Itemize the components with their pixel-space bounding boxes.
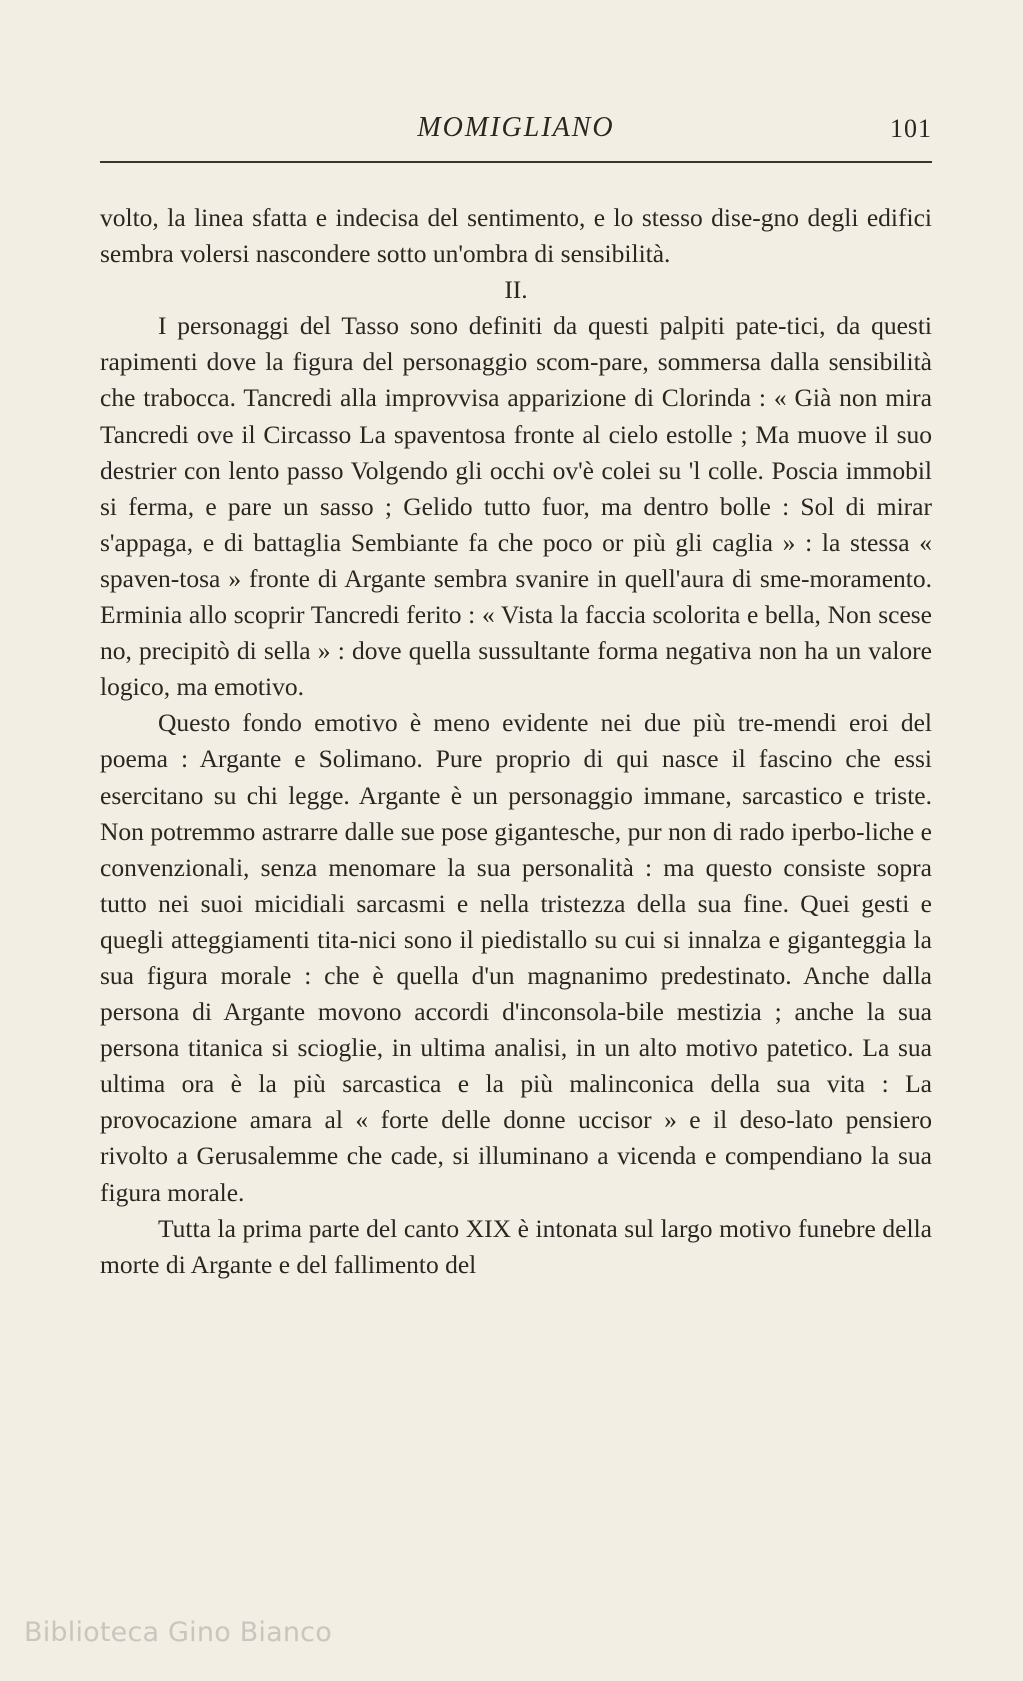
section-number: II. [504, 275, 528, 305]
running-title: MOMIGLIANO [417, 112, 615, 143]
paragraph-4: Tutta la prima parte del canto XIX è intonata sul largo motivo funebre della morte di Argante e del fallimento del [100, 1213, 932, 1279]
header-rule [100, 161, 932, 163]
paragraph-2: I personaggi del Tasso sono definiti da questi palpiti pate-tici, da questi rapimenti dove la figura del personaggio scom-pare, sommersa dalla sensibilità che trabocca. Tancredi alla improvvisa apparizione di Clorinda : « Già non mira Tancredi ove il Circasso La spaventosa fronte al cielo estolle ; Ma muove il suo destrier con lento passo Volgendo gli occhi ov'è colei su 'l colle. Poscia immobil si ferma, e pare un sasso ; Gelido tutto fuor, ma dentro bolle : Sol di mirar s'appaga, e di battaglia Sembiante fa che poco or più gli caglia » : la stessa « spaven-tosa » fronte di Argante sembra svanire in quell'aura di sme-moramento. Erminia allo scoprir Tancredi ferito : « Vista la faccia scolorita e bella, Non scese no, precipitò di sella » : dove quella sussultante forma negativa non ha un valore logico, ma emotivo. [100, 311, 932, 702]
running-head [100, 112, 932, 152]
page-number: 101 [890, 114, 932, 143]
paragraph-3: Questo fondo emotivo è meno evidente nei due più tre-mendi eroi del poema : Argante e Solimano. Pure proprio di qui nasce il fascino che essi esercitano su chi legge. Argante è un personaggio immane, sarcastico e triste. Non potremmo astrarre dalle sue pose gigantesche, pur non di rado iperbo-liche e convenzionali, senza menomare la sua personalità : ma questo consiste sopra tutto nei suoi micidiali sarcasmi e nella tristezza della sua fine. Quei gesti e quegli atteggiamenti tita-nici sono il piedistallo su cui si innalza e giganteggia la sua figura morale : che è quella d'un magnanimo predestinato. Anche dalla persona di Argante movono accordi d'inconsola-bile mestizia ; anche la sua persona titanica si scioglie, in ultima analisi, in un alto motivo patetico. La sua ultima ora è la più sarcastica e la più malinconica della sua vita : La provocazione amara al « forte delle donne uccisor » e il deso-lato pensiero rivolto a Gerusalemme che cade, si illuminano a vicenda e compendiano la sua figura morale. [100, 708, 932, 1207]
library-watermark: Biblioteca Gino Bianco [24, 1617, 332, 1648]
body-text [100, 200, 932, 1283]
paragraph-1: volto, la linea sfatta e indecisa del sentimento, e lo stesso dise-gno degli edifici sembra volersi nascondere sotto un'ombra di sensibilità. [100, 203, 932, 269]
